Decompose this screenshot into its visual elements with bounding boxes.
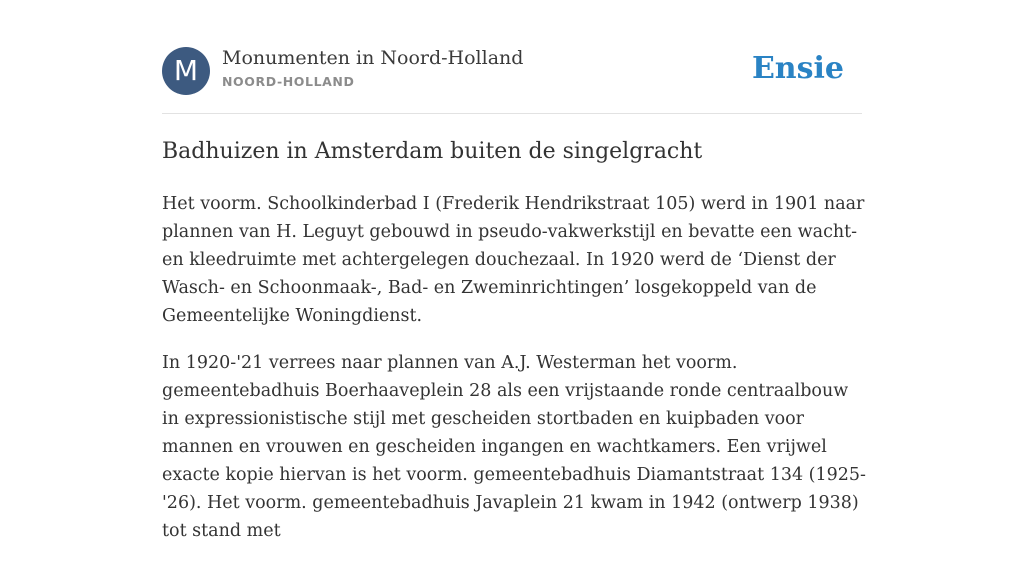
source-subtitle: NOORD-HOLLAND <box>222 74 355 89</box>
ensie-logo[interactable]: Ensie <box>751 51 844 86</box>
header-divider <box>162 113 862 114</box>
article-paragraph: Het voorm. Schoolkinderbad I (Frederik Hendrikstraat 105) werd in 1901 naar plannen van H. Leguyt gebouwd in pseudo-vakwerkstijl en bevatte een wacht- en kleedruimte met achtergelegen douchezaal. In 1920 werd de ‘Dienst der Wasch- en Schoonmaak-, Bad- en Zweminrichtingen’ losgekoppeld van de Gemeentelijke Woningdienst. <box>162 194 865 326</box>
article-body <box>162 190 867 564</box>
source-avatar[interactable]: M <box>162 47 210 95</box>
article-paragraph: In 1920-'21 verrees naar plannen van A.J. Westerman het voorm. gemeentebadhuis Boerhaaveplein 28 als een vrijstaande ronde centraalbouw in expressionistische stijl met gescheiden stortbaden en kuipbaden voor mannen en vrouwen en gescheiden ingangen en wachtkamers. Een vrijwel exacte kopie hiervan is het voorm. gemeentebadhuis Diamantstraat 134 (1925-'26). Het voorm. gemeentebadhuis Javaplein 21 kwam in 1942 (ontwerp 1938) tot stand met <box>162 353 866 541</box>
article-title: Badhuizen in Amsterdam buiten de singelgracht <box>162 139 703 164</box>
source-header <box>162 46 862 96</box>
source-title-link[interactable]: Monumenten in Noord-Holland <box>222 47 524 69</box>
